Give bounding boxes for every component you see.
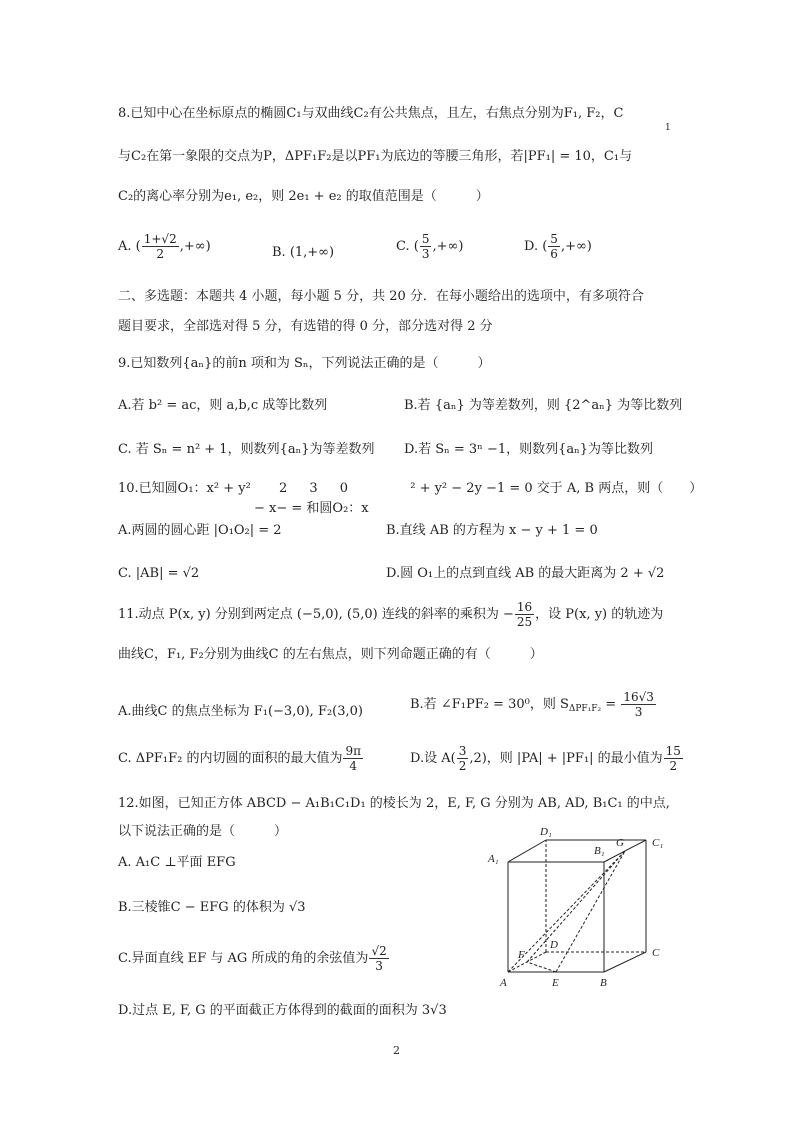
label-c1: C₁ bbox=[652, 837, 664, 849]
q12-line1: 12.如图，已知正方体 ABCD − A₁B₁C₁D₁ 的棱长为 2，E, F, G 分别为 AB, AD, B₁C₁ 的中点, bbox=[118, 796, 670, 811]
q11-option-b: B.若 ∠F₁PF₂ = 30⁰，则 $S_{\Delta PF_1F_2}$ = $\frac{16√3}{3}$ bbox=[410, 690, 654, 719]
label-a1: A₁ bbox=[488, 853, 499, 865]
label-f: F bbox=[518, 949, 525, 961]
q11-option-a: A.曲线C 的焦点坐标为 F₁(−3,0), F₂(3,0) bbox=[118, 704, 363, 719]
q9-stem: 9.已知数列{aₙ}的前n 项和为 Sₙ，下列说法正确的是（ ） bbox=[118, 356, 491, 371]
q8-line3: C₂的离心率分别为e₁, e₂，则 2e₁ + e₂ 的取值范围是（ ） bbox=[118, 189, 489, 204]
q8-option-d: D. ( $\frac{5}{6}$ ,+∞) bbox=[524, 232, 592, 261]
label-g: G bbox=[616, 837, 624, 849]
q8-option-a: A. ( $\frac{1+√2}{2}$ ,+∞) bbox=[118, 232, 211, 261]
section-2-line1: 二、多选题：本题共 4 小题，每小题 5 分，共 20 分．在每小题给出的选项中，有多项符合 bbox=[118, 289, 644, 304]
q12-option-a: A. A₁C ⊥平面 EFG bbox=[118, 855, 236, 870]
q10-option-c: C. |AB| = √2 bbox=[118, 566, 200, 581]
cube-figure bbox=[484, 822, 684, 992]
q12-option-d: D.过点 E, F, G 的平面截正方体得到的截面的面积为 3√3 bbox=[118, 1003, 447, 1018]
section-2-line2: 题目要求，全部选对得 5 分，有选错的得 0 分，部分选对得 2 分 bbox=[118, 319, 493, 334]
q9-option-b: B.若 {aₙ} 为等差数列，则 {2^aₙ} 为等比数列 bbox=[404, 398, 683, 413]
q10-stem-row2: − x− = 和圆O₂：x bbox=[254, 501, 369, 516]
label-a: A bbox=[500, 977, 507, 989]
q11-option-c: C. ΔPF₁F₂ 的内切圆的面积的最大值为 $\frac{9\pi}{4}$ bbox=[118, 744, 362, 773]
q10-option-a: A.两圆的圆心距 |O₁O₂| = 2 bbox=[118, 523, 282, 538]
q11-line2: 曲线C，F₁, F₂分别为曲线C 的左右焦点，则下列命题正确的有（ ） bbox=[118, 647, 543, 662]
q8-line2: 与C₂在第一象限的交点为P，ΔPF₁F₂是以PF₁为底边的等腰三角形，若|PF₁| = 10，C₁与 bbox=[118, 149, 633, 164]
q10-option-b: B.直线 AB 的方程为 x − y + 1 = 0 bbox=[386, 523, 598, 538]
q11-line1: 11.动点 P(x, y) 分别到两定点 (−5,0), (5,0) 连线的斜率的乘积为 − $\frac{16}{25}$ ，设 P(x, y) 的轨迹为 bbox=[118, 600, 664, 629]
q9-option-c: C. 若 Sₙ = n² + 1，则数列{aₙ}为等差数列 bbox=[118, 442, 375, 457]
segment-e-g bbox=[556, 851, 625, 972]
label-e: E bbox=[552, 977, 559, 989]
label-c: C bbox=[652, 947, 660, 959]
segment-e-f bbox=[527, 962, 556, 972]
q12-option-b: B.三棱锥C − EFG 的体积为 √3 bbox=[118, 900, 306, 915]
q8-option-b: B. (1,+∞) bbox=[272, 245, 335, 260]
edge-b1-c1 bbox=[604, 840, 646, 862]
edge-b-c bbox=[604, 952, 646, 972]
q9-option-d: D.若 Sₙ = 3ⁿ −1，则数列{aₙ}为等比数列 bbox=[404, 442, 654, 457]
page-number: 2 bbox=[393, 1044, 400, 1057]
q8-line1: 8.已知中心在坐标原点的椭圆C₁与双曲线C₂有公共焦点，且左，右焦点分别为F₁, F₂，C bbox=[118, 106, 624, 121]
q9-option-a: A.若 b² = ac，则 a,b,c 成等比数列 bbox=[118, 398, 328, 413]
q10-stem: 10.已知圆O₁：x² + y² 2 3 0 ² + y² − 2y −1 = 0 交于 A, B 两点，则（ ） bbox=[118, 481, 703, 496]
label-d: D bbox=[550, 939, 558, 951]
label-d1: D₁ bbox=[540, 826, 552, 838]
q12-line2: 以下说法正确的是（ ） bbox=[118, 824, 288, 839]
q10-option-d: D.圆 O₁上的点到直线 AB 的最大距离为 2 + √2 bbox=[386, 566, 665, 581]
q12-option-c: C.异面直线 EF 与 AG 所成的角的余弦值为 $\frac{√2}{3}$ bbox=[118, 944, 387, 973]
label-b: B bbox=[600, 977, 607, 989]
q8-line1-tail: 1 bbox=[665, 123, 671, 133]
segment-f-g bbox=[527, 851, 625, 962]
q8-option-c: C. ( $\frac{5}{3}$ ,+∞) bbox=[396, 232, 464, 261]
edge-a1-d1 bbox=[508, 840, 546, 862]
label-b1: B₁ bbox=[594, 845, 605, 857]
q11-option-d: D.设 A( $\frac{3}{2}$ ,2)，则 |PA| + |PF₁| 的最小值为 $\frac{15}{2}$ bbox=[410, 744, 681, 773]
